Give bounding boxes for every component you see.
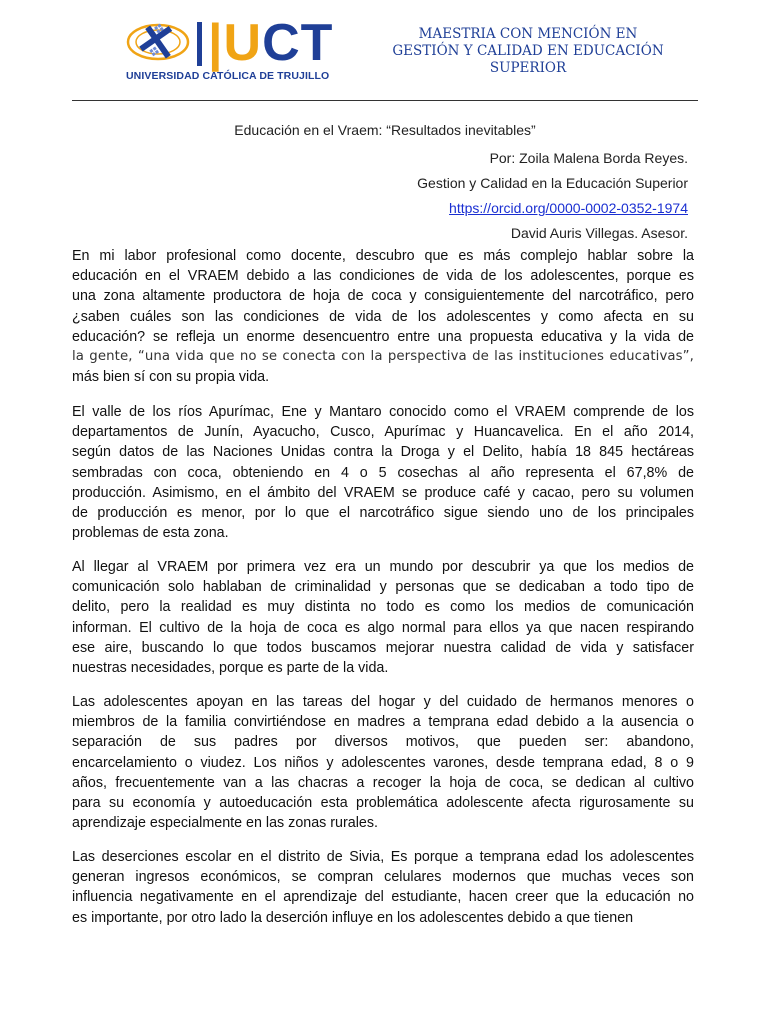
paragraph-5 <box>72 847 694 928</box>
cross-emblem-icon <box>126 20 190 64</box>
paragraph-4 <box>72 692 694 833</box>
logo-letter-u: |U <box>208 14 263 72</box>
page-header <box>0 0 768 100</box>
orcid-link[interactable]: https://orcid.org/0000-0002-0352-1974 <box>449 200 688 216</box>
text-line: separación de sus padres por diversos motivos, que pueden ser: abandono, <box>72 734 694 751</box>
text-line: una zona altamente productora de hoja de coca y consiguientemente del narcotráfico, pero <box>72 288 694 305</box>
program-title-line: GESTIÓN Y CALIDAD EN EDUCACIÓN <box>392 43 664 59</box>
text-line: departamentos de Junín, Ayacucho, Cusco, Apurímac y Huancavelica. En el año 2014, <box>72 424 694 441</box>
text-line: Las adolescentes apoyan en las tareas del hogar y del cuidado de hermanos menores o <box>72 694 694 710</box>
text-line: Al llegar al VRAEM por primera vez era un mundo por descubrir ya que los medios de <box>72 559 694 575</box>
text-line: aprendizaje especialmente en las zonas rurales. <box>72 815 378 832</box>
text-line: es importante, por otro lado la deserción influye en los adolescentes debido a que tienen <box>72 909 634 926</box>
text-line: problemas de esta zona. <box>72 525 229 542</box>
header-divider <box>72 100 698 101</box>
text-line: según datos de las Naciones Unidas contra la Droga y el Delito, había 18 845 hectáreas <box>72 444 694 461</box>
author-line: Por: Zoila Malena Borda Reyes. <box>489 150 688 166</box>
text-line: El valle de los ríos Apurímac, Ene y Mantaro conocido como el VRAEM comprende de los <box>72 404 694 420</box>
program-title-line: MAESTRIA CON MENCIÓN EN <box>418 26 638 42</box>
text-line: para su economía y autoeducación esta problemática adolescente afecta rigurosamente su <box>72 795 694 812</box>
text-line: informan. El cultivo de la hoja de coca es algo normal para ellos ya que nacen respirando <box>72 619 694 636</box>
text-line: educación en el VRAEM debido a las condiciones de vida de los adolescentes, porque es <box>72 268 694 285</box>
text-line: nuestras necesidades, porque es parte de la vida. <box>72 660 389 677</box>
text-line: años, frecuentemente van a las chacras a recoger la hoja de coca, se dedican al cultivo <box>72 774 694 791</box>
text-line: educación? se refleja un enorme desencuentro entre una propuesta educativa y la vida de <box>72 328 694 345</box>
text-line: ¿saben cuáles son las condiciones de vida de los adolescentes y como afecta en su <box>72 308 694 325</box>
text-line: Las deserciones escolar en el distrito de Sivia, Es porque a temprana edad los adolescentes <box>72 849 694 865</box>
text-line: de producción es menor, por lo que el narcotráfico sigue siendo uno de los principales <box>72 505 694 522</box>
paragraph-1 <box>72 246 694 387</box>
paragraph-2 <box>72 402 694 543</box>
paragraph-3 <box>72 557 694 678</box>
text-line: influencia negativamente en el aprendizaje del estudiante, hacen creer que la educación no <box>72 889 694 906</box>
text-line: encarcelamiento o viudez. Los niños y adolescentes varones, desde temprana edad, 8 o 9 <box>72 754 694 771</box>
logo-wordmark <box>208 14 333 72</box>
university-name: UNIVERSIDAD CATÓLICA DE TRUJILLO <box>126 70 330 82</box>
logo-divider <box>197 22 202 66</box>
text-line: generan ingresos económicos, se compran celulares modernos que muchas veces son <box>72 869 694 886</box>
text-line: producción. Asimismo, en el ámbito del VRAEM se produce café y cacao, pero su volumen <box>72 484 694 501</box>
course-line: Gestion y Calidad en la Educación Superior <box>417 175 688 191</box>
text-line: miembros de la familia convirtiéndose en madres a temprana edad debido a la ausencia o <box>72 714 694 731</box>
essay-title: Educación en el Vraem: “Resultados inevitables” <box>234 122 536 138</box>
text-line: sembradas con coca, obteniendo en 4 o 5 cosechas al año representa el 67,8% de <box>72 464 694 481</box>
university-logo <box>126 14 336 88</box>
program-title <box>370 26 686 77</box>
text-line: comunicación solo hablaban de criminalidad y personas que se dedicaban a todo tipo de <box>72 579 694 596</box>
text-line: la gente, “una vida que no se conecta con la perspectiva de las instituciones educativas”, <box>72 349 694 365</box>
program-title-line: SUPERIOR <box>489 60 567 76</box>
text-line: más bien sí con su propia vida. <box>72 369 270 386</box>
logo-letters-ct: CT <box>262 14 334 72</box>
text-line: En mi labor profesional como docente, descubro que es más complejo hablar sobre la <box>72 248 694 264</box>
advisor-line: David Auris Villegas. Asesor. <box>510 225 688 241</box>
text-line: ese aire, buscando lo que todos buscamos mejorar nuestra calidad de vida y satisfacer <box>72 639 694 656</box>
text-line: delito, pero la realidad es muy distinta no todo es como los medios de comunicación <box>72 599 694 616</box>
